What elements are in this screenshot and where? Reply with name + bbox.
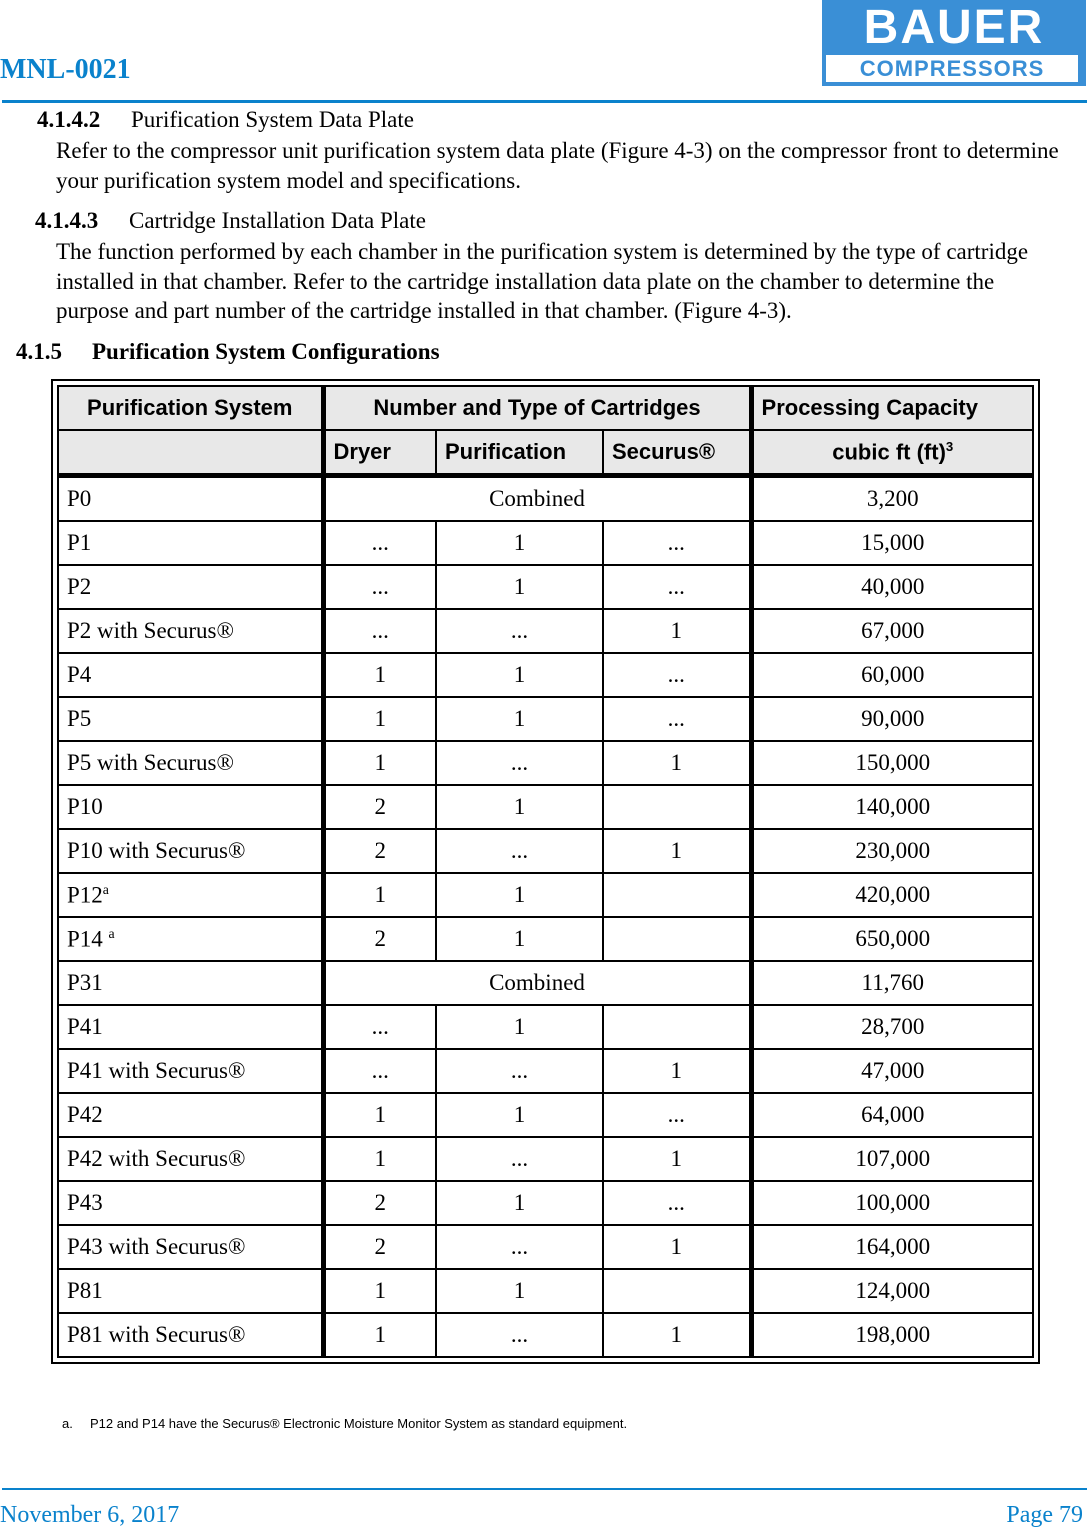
cell-securus: 1 — [603, 741, 751, 785]
cell-dryer: ... — [323, 609, 436, 653]
section-heading: 4.1.4.3 Cartridge Installation Data Plate — [35, 208, 426, 233]
header-blank — [58, 430, 323, 476]
cell-capacity: 107,000 — [751, 1137, 1033, 1181]
cell-system: P10 with Securus® — [58, 829, 323, 873]
cell-purification: 1 — [436, 1181, 603, 1225]
cell-capacity: 60,000 — [751, 653, 1033, 697]
cell-securus: 1 — [603, 1313, 751, 1357]
table-row — [58, 521, 1033, 565]
logo-text: BAUER — [863, 1, 1045, 54]
cell-capacity: 230,000 — [751, 829, 1033, 873]
header-purification: Purification — [436, 430, 603, 476]
cell-system: P81 — [58, 1269, 323, 1313]
header-system: Purification System — [58, 386, 323, 430]
cell-dryer: 1 — [323, 653, 436, 697]
cell-capacity: 124,000 — [751, 1269, 1033, 1313]
header-securus: Securus® — [603, 430, 751, 476]
cell-system: P5 — [58, 697, 323, 741]
cell-system: P43 — [58, 1181, 323, 1225]
cell-dryer: ... — [323, 1005, 436, 1049]
cell-dryer: 2 — [323, 1181, 436, 1225]
cell-capacity: 28,700 — [751, 1005, 1033, 1049]
cell-purification: ... — [436, 1225, 603, 1269]
table-row — [58, 829, 1033, 873]
cell-securus: ... — [603, 1181, 751, 1225]
cell-system: P41 — [58, 1005, 323, 1049]
cell-purification: ... — [436, 609, 603, 653]
cell-purification: ... — [436, 829, 603, 873]
cell-purification: 1 — [436, 785, 603, 829]
cell-dryer: 2 — [323, 1225, 436, 1269]
header-capacity-unit: cubic ft (ft)$^3$ — [751, 430, 1033, 476]
cell-capacity: 90,000 — [751, 697, 1033, 741]
cell-combined: Combined — [323, 961, 751, 1005]
table-row — [58, 697, 1033, 741]
table-row — [58, 476, 1033, 522]
header-cartridges: Number and Type of Cartridges — [323, 386, 751, 430]
table-row — [58, 1049, 1033, 1093]
cell-system: P14 $^a$ — [58, 917, 323, 961]
cell-capacity: 164,000 — [751, 1225, 1033, 1269]
cell-dryer: 1 — [323, 1313, 436, 1357]
cell-capacity: 150,000 — [751, 741, 1033, 785]
table-row — [58, 1269, 1033, 1313]
cell-purification: ... — [436, 1313, 603, 1357]
cell-system: P41 with Securus® — [58, 1049, 323, 1093]
footer-rule — [2, 1488, 1087, 1490]
cell-purification: 1 — [436, 1005, 603, 1049]
cell-dryer: 1 — [323, 741, 436, 785]
table-row — [58, 653, 1033, 697]
configuration-table — [51, 379, 1040, 1364]
cell-dryer: ... — [323, 521, 436, 565]
table-row — [58, 741, 1033, 785]
cell-system: P42 with Securus® — [58, 1137, 323, 1181]
table-row — [58, 1181, 1033, 1225]
cell-securus: ... — [603, 565, 751, 609]
cell-dryer: 2 — [323, 829, 436, 873]
table-row — [58, 1137, 1033, 1181]
cell-securus: 1 — [603, 829, 751, 873]
cell-system: P1 — [58, 521, 323, 565]
cell-capacity: 67,000 — [751, 609, 1033, 653]
cell-capacity: 198,000 — [751, 1313, 1033, 1357]
cell-capacity: 3,200 — [751, 476, 1033, 522]
cell-system: P10 — [58, 785, 323, 829]
header-rule — [2, 100, 1087, 103]
document-number: MNL-0021 — [0, 54, 131, 85]
header-dryer: Dryer — [323, 430, 436, 476]
table-row — [58, 1313, 1033, 1357]
cell-combined: Combined — [323, 476, 751, 522]
cell-purification: 1 — [436, 917, 603, 961]
table-row — [58, 1225, 1033, 1269]
cell-securus: 1 — [603, 1225, 751, 1269]
cell-capacity: 140,000 — [751, 785, 1033, 829]
cell-purification: 1 — [436, 873, 603, 917]
cell-securus — [603, 785, 751, 829]
bauer-logo — [822, 0, 1086, 86]
cell-system: P31 — [58, 961, 323, 1005]
table-row — [58, 1093, 1033, 1137]
logo-subtext: COMPRESSORS — [826, 55, 1078, 82]
cell-dryer: 1 — [323, 873, 436, 917]
cell-dryer: ... — [323, 1049, 436, 1093]
cell-securus: ... — [603, 697, 751, 741]
cell-capacity: 40,000 — [751, 565, 1033, 609]
cell-system: P4 — [58, 653, 323, 697]
cell-dryer: 1 — [323, 1269, 436, 1313]
table-row — [58, 961, 1033, 1005]
cell-securus — [603, 1269, 751, 1313]
cell-purification: ... — [436, 741, 603, 785]
cell-securus: ... — [603, 653, 751, 697]
config-heading: 4.1.5 Purification System Configurations — [16, 339, 440, 364]
table-row — [58, 1005, 1033, 1049]
cell-system: P43 with Securus® — [58, 1225, 323, 1269]
cell-securus: 1 — [603, 1049, 751, 1093]
cell-system: P42 — [58, 1093, 323, 1137]
footer-date: November 6, 2017 — [0, 1502, 180, 1528]
cell-system: P5 with Securus® — [58, 741, 323, 785]
section-heading: 4.1.4.2 Purification System Data Plate — [37, 107, 414, 132]
section-body: The function performed by each chamber in the purification system is determined by the type of cartridge installed in that chamber. Refer to the cartridge installation data plate on the chamber to determine the purpose and part number of the cartridge installed in that chamber. (Figure 4-3). — [56, 239, 1029, 323]
cell-purification: 1 — [436, 521, 603, 565]
cell-capacity: 11,760 — [751, 961, 1033, 1005]
cell-system: P0 — [58, 476, 323, 522]
cell-purification: 1 — [436, 565, 603, 609]
cell-dryer: 2 — [323, 917, 436, 961]
table-row — [58, 873, 1033, 917]
cell-purification: 1 — [436, 697, 603, 741]
cell-capacity: 64,000 — [751, 1093, 1033, 1137]
cell-capacity: 100,000 — [751, 1181, 1033, 1225]
section-body: Refer to the compressor unit purification system data plate (Figure 4-3) on the compressor front to determine your purification system model and specifications. — [56, 138, 1059, 193]
cell-dryer: 1 — [323, 697, 436, 741]
cell-system: P12$^a$ — [58, 873, 323, 917]
cell-dryer: 1 — [323, 1093, 436, 1137]
cell-capacity: 420,000 — [751, 873, 1033, 917]
cell-purification: 1 — [436, 1093, 603, 1137]
cell-securus: 1 — [603, 609, 751, 653]
cell-capacity: 15,000 — [751, 521, 1033, 565]
cell-system: P2 — [58, 565, 323, 609]
cell-system: P81 with Securus® — [58, 1313, 323, 1357]
page-number: Page 79 — [1006, 1502, 1083, 1528]
cell-securus — [603, 1005, 751, 1049]
cell-purification: 1 — [436, 1269, 603, 1313]
cell-purification: 1 — [436, 653, 603, 697]
table-row — [58, 609, 1033, 653]
cell-dryer: 1 — [323, 1137, 436, 1181]
cell-securus — [603, 917, 751, 961]
footnote: a. P12 and P14 have the Securus® Electronic Moisture Monitor System as standard equipment. — [62, 1416, 628, 1431]
cell-purification: ... — [436, 1137, 603, 1181]
cell-dryer: ... — [323, 565, 436, 609]
cell-capacity: 650,000 — [751, 917, 1033, 961]
cell-securus — [603, 873, 751, 917]
cell-purification: ... — [436, 1049, 603, 1093]
cell-dryer: 2 — [323, 785, 436, 829]
table-row — [58, 565, 1033, 609]
table-row — [58, 785, 1033, 829]
cell-securus: ... — [603, 521, 751, 565]
table-row — [58, 917, 1033, 961]
cell-securus: 1 — [603, 1137, 751, 1181]
cell-capacity: 47,000 — [751, 1049, 1033, 1093]
cell-securus: ... — [603, 1093, 751, 1137]
header-capacity: Processing Capacity — [751, 386, 1033, 430]
cell-system: P2 with Securus® — [58, 609, 323, 653]
